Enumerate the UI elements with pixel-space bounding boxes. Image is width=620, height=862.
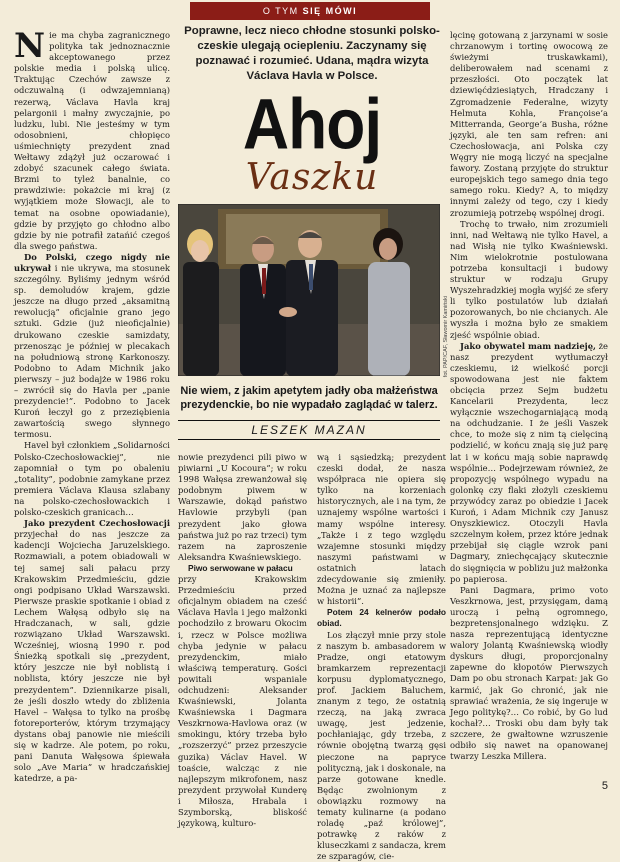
page-number: 5	[602, 780, 608, 792]
photo-credit: fot. PAP/CAF, Sławomir Kamiński	[443, 296, 449, 377]
author-byline: LESZEK MAZAN	[178, 420, 440, 440]
bottom-columns	[178, 452, 446, 780]
photo-caption: Nie wiem, z jakim apetytem jadły oba małżeństwa prezydenckie, bo nie wypadało zaglądać w talerz.	[178, 384, 440, 412]
paragraph: ie ma chyba zagranicznego polityka tak jednoznacznie akceptowanego przez polskie media i polską ulicę. Traktując Czechów zawsze z odczuwalną (i odwzajemnianą) rezerwą, Václava Havla kraj pelargonii i małny zwyczajnie, po ludzku, lubi. Nie jesteśmy w tym odosobnieni, chłopięco uśmiechnięty prezydent znad Wełtawy zdążył już oczarować i zdobyć szacunek całego świata. Brzmi to tyleż banalnie, co prawdziwie: pokażcie mi kraj (z wyjątkiem może Słowacji, ale to temat na osobne opowiadanie), gdzie by przyjęto go chłodno albo gdzie by nie potrafił zatańić czegoś dla swego państwa.	[14, 30, 170, 251]
paragraph: przy Krakowskim Przedmieściu przed oficjalnym obiadem na cześć Václava Havla i jego małżonki pochodziło z browaru Okocim i, rzecz w Polsce możliwa chyba jedynie w pałacu prezydenckim, miało właściwą temperaturę. Gości powitali wspaniale odchudzeni: Aleksander Kwaśniewski, Jolanta Kwaśniewska i Dagmara Veszkrnowa-Havlowa oraz (w smokingu, który trzeba było „rozszerzyć” przez przeszycie guzika) Václav Havel. W toaście, walcząc z nie najlepszym mikrofonem, nasz prezydent przywołał Kunderę i Miłosza, Hrabala i Szymborską, bliskość językową, kulturo-	[178, 574, 307, 829]
paragraph: Trochę to trwało, nim zrozumieli inni, nad Wełtawą nie tylko Havel, a nad Wisłą nie tylko Kwaśniewski. Nim wielokrotnie postulowana potrzeba konsultacji i budowy struktur w rodzaju Grupy Wyszehradzkiej mogła wyjść ze sfery li tylko postulatów lub działań pozorowanych, bo nie chcianych. Ale wyszła i można było ze smakiem zjeść wspólnie obiad.	[450, 219, 608, 341]
paragraph: wą i sąsiedzką; prezydent czeski dodał, że nasza współpraca nie opiera się tylko na korzeniach historycznych, ale i na tym, że uznajemy wspólne wartości i mamy wspólne interesy. „Także i z tego względu wzajemne stosunki między naszymi państwami w ostatnich latach zdecydowanie się zmieniły. Można je uznać za najlepsze w historii”.	[317, 452, 446, 607]
section-emphasis: SIĘ MÓWI	[303, 6, 358, 16]
subheading: Piwo serwowane w pałacu	[178, 563, 307, 574]
paragraph: i nie ukrywa, ma stosunek szczególny. Byliśmy jednym wśród sp. demoludów krajem, gdzie jeszcze na długo przed „aksamitną rewolucją” oficjalnie grano jego sztuki. Gdzie (już nieoficjalnie) drukowano czeskie samizdaty, przenosząc je później w plecakach na południową stronę Karkonoszy. Podobno to Adam Michnik jako pierwszy – już bodajże w 1986 roku – zwrócił się do Havla per „panie prezydencie!”. Podobno to Jacek Kuroń łeczył go z przeziębienia zawartością swego słynnego termosu.	[14, 263, 170, 439]
paragraph: że nasz prezydent wytłumaczył czeskiemu, iż wielkość porcji spowodowana jest nie faktem obcięcia przez Sejm budżetu Kancelarii Prezydenta, lecz wyłącznie wszechogarniającą modą na odchudzanie. I że jeśli Vaszek chce, to może się z nim tą cielęciną podzielić, w końcu znają się już parę lat i w końcu mają sobie naprawdę wspólnie… Podejrzewam również, że propozycję wspólnego wypadu na golonkę czy flaki złożyli czeskiemu przywódcy zaraz po obiedzie i Jacek Kuroń, i Adam Michnik czy Janusz Onyszkiewicz. Otoczyli Havla szczelnym kołem, przez które jednak przebijał się ciągle wzrok pani Dagmary, zniechęcający skutecznie do sięgnięcia w pobliżu już małżonka po papierosa.	[450, 341, 608, 584]
column-left	[14, 30, 170, 780]
column-middle-2	[317, 452, 446, 780]
paragraph: przyjechał do nas jeszcze za kadencji Wojciecha Jaruzelskiego. Rozmawiali, a potem obiadowali w tej samej sali pałacu przy Krakowskim Przedmieściu, gdzie ongi podpisano Układ Warszawski. Pierwsze praskie spotkanie i obiad z Lechem Wałęsą odbyło się na Hradczanach, w sali, gdzie rozwiązano Układ Warszawski. Wcześniej, wiosną 1990 r. pod Śnieżką spotkali się „prezydent, który jeszcze nie był noblistą i noblista, który jeszcze nie był prezydentem”. Dziennikarze pisali, że jeśli doszło wtedy do zbliżenia Havel – Wałęsa to tylko na prośbę fotoreporterów, którym trzymający dystans obaj panowie nie mieścili się w kadrze. Ale potem, po roku, pani Danuta Wałęsowa śpiewała solo „Ave Maria” w hradczańskiej katedrze, a pa-	[14, 529, 170, 783]
article-lead: Poprawne, lecz nieco chłodne stosunki polsko-czeskie ulegają ociepleniu. Zaczynamy się poznawać i rozumieć. Udana, mądra wizyta Václava Havla w Polsce.	[184, 24, 440, 84]
paragraph-lead-bold: Jako prezydent Czechosłowacji	[24, 518, 170, 528]
article-photo	[178, 204, 440, 376]
photo-illustration	[178, 204, 440, 376]
paragraph: Los złączył mnie przy stole z naszym b. ambasadorem w Pradze, ongi etatowym bramkarzem reprezentacji korpusu dyplomatycznego, prof. Jackiem Baluchem, znanym z tego, że ostatnią rzeczą, na jaką zwraca uwagę, jest jedzenie, pochłaniając, gdy trzeba, z równie obojętną twarzą gęsi pieczone na papryce polityczną, jak i doskonale, na parze gotowane knedle. Będąc zwolnionym z obowiązku rozmowy na tematy kulinarne (a podano roladę „paź królowej”, potrawkę z raków z kluseczkami z sandacza, krem ze szparagów, cie-	[317, 630, 446, 862]
paragraph: Havel był członkiem „Solidarności Polsko-Czechosłowackiej”, nie zapomniał o tym po obaleniu „totality”, podobnie zamykane przez premiera Václava Klausa szlabany na polsko-czechosłowackich i polsko-czeskich granicach…	[14, 440, 170, 518]
subheading: Potem 24 kelnerów podało obiad.	[317, 607, 446, 629]
article-title: Ahoj	[184, 88, 440, 160]
column-right	[450, 30, 608, 780]
column-middle-1	[178, 452, 307, 780]
section-header	[190, 2, 430, 20]
paragraph-lead-bold: Jako obywatel mam nadzieję,	[460, 341, 596, 351]
paragraph: lęcinę gotowaną z jarzynami w sosie chrzanowym i tortinę owocową ze świeżymi truskawkami), deliberowałem nad scenami z przeszłości. Oto początek lat dziewięćdziesiątych, Hradczany i Zgromadzenie Federalne, wizyty Helmuta Kohla, Françoise’a Mitterranda, George’a Busha, różne języki, ale ten sam refren: ani Czechosłowacja, ani Polska czy Węgry nie mogą liczyć na specjalne fawory. Zostaną przyjęte do struktur europejskich tego samego dnia tego samego roku. Kiedy? A, to między innymi zależy od tego, czy i kiedy zrozumieją potrzebę wspólnej drogi.	[450, 30, 608, 219]
paragraph-lead-bold: Do Polski, czego nigdy nie ukrywał	[14, 252, 170, 273]
section-prefix: O TYM	[263, 6, 299, 16]
article-subtitle: Vaszku	[184, 158, 440, 198]
paragraph: nowie prezydenci pili piwo w piwiarni „U Kocoura”; w roku 1998 Wałęsa zrewanżował się podobnym piwem w Warszawie, dokąd państwo Havlowie przybyli (pan prezydent jako głowa państwa już po raz trzeci) tym razem na zaproszenie Aleksandra Kwaśniewskiego.	[178, 452, 307, 563]
paragraph: Pani Dagmara, primo voto Veszkrnowa, jest, przysięgam, damą uroczą i pełną ogromnego, bezpretensjonalnego wdzięku. Z nasza reprezentującą identyczne walory Jolantą Kwaśniewską wiodły dyskurs długi, proporcjonalny zapewne do kłopotów Pierwszych Dam po obu stronach Karpat: jak Go karmić, jak Go chronić, jak nie sprawiać wrażenia, że się ingeruje w Jego politykę?… Co robić, by Go lud kochał?… Troski obu dam były tak szczere, że gwałtowne wzruszenie odbiło się nawet na opanowanej twarzy Leszka Millera.	[450, 585, 608, 763]
dropcap: N	[14, 32, 45, 60]
